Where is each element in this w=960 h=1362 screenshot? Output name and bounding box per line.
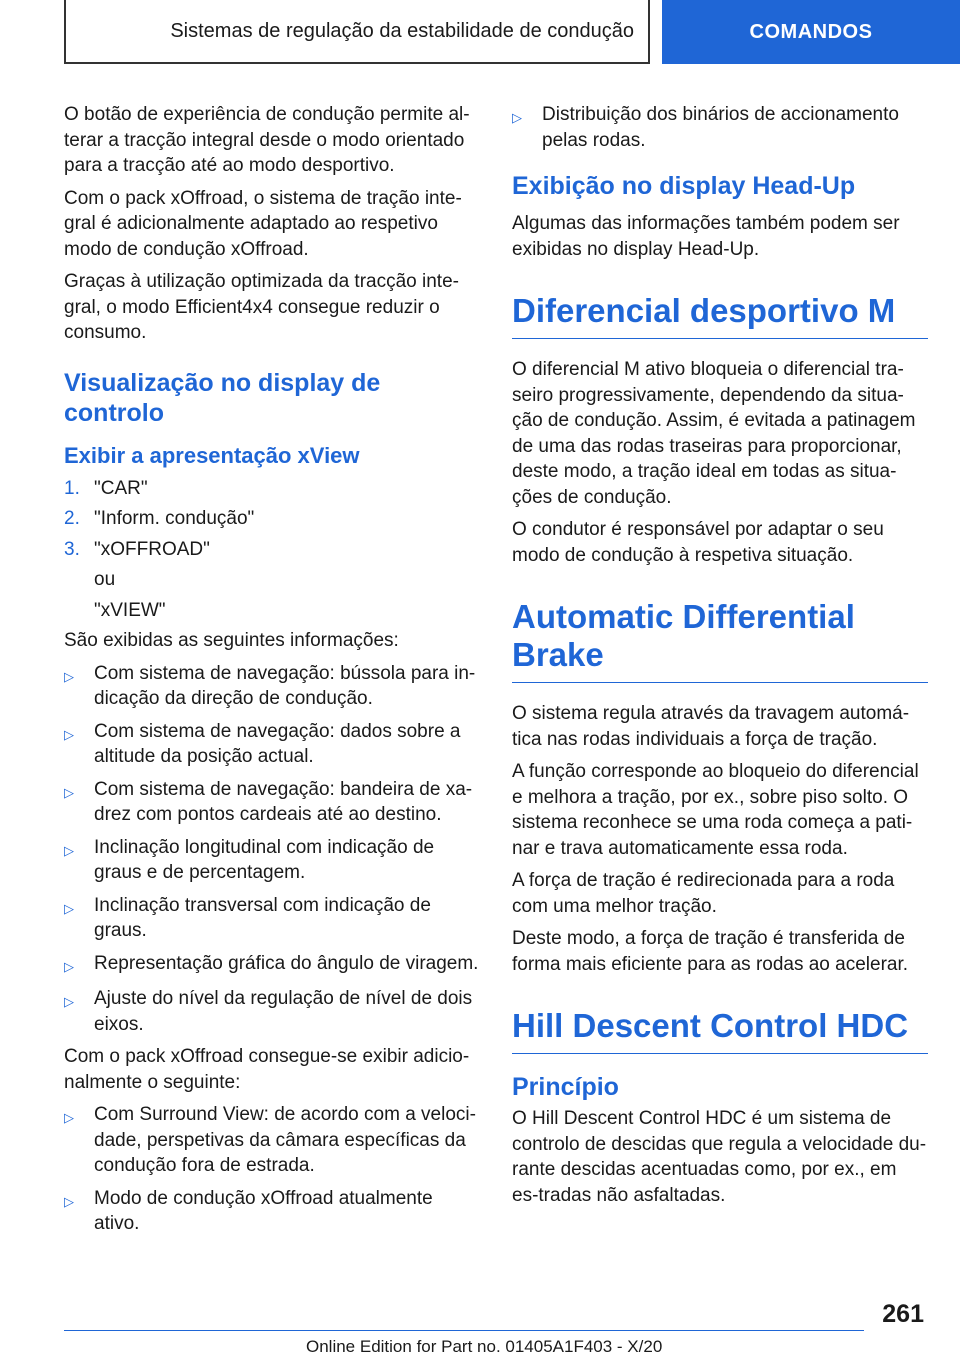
step-number: 3. [64,538,80,560]
list-item-text: Com sistema de navegação: dados sobre a altitude da posição actual. [94,720,461,767]
info-intro: São exibidas as seguintes informações: [64,630,399,651]
step-text: "CAR" [94,477,148,499]
paragraph-adb-4: Deste modo, a força de tração é transferida de forma mais eficiente para as rodas ao acelerar. [512,928,909,975]
paragraph-efficient4x4: Graças à utilização optimizada da tracção inte-gral, o modo Efficient4x4 consegue reduzir o consumo. [64,271,459,343]
list-item [64,986,480,1037]
list-item [64,1186,480,1237]
step-text: "xOFFROAD" [94,538,210,560]
list-item [64,951,480,980]
section-title: Sistemas de regulação da estabilidade de condução [170,19,634,42]
triangle-bullet-icon: ▷ [64,994,74,1009]
list-item [512,102,928,153]
chapter-tab [662,0,960,64]
step-number: 1. [64,477,80,499]
list-item [64,537,480,563]
triangle-bullet-icon: ▷ [64,726,74,742]
list-item [64,506,480,532]
triangle-bullet-icon: ▷ [64,784,74,800]
running-header [64,0,650,64]
list-item [64,777,480,828]
triangle-bullet-icon: ▷ [64,958,74,974]
footer-divider [64,1330,864,1331]
chapter-label: COMANDOS [749,20,873,43]
paragraph-adb-3: A força de tração é redirecionada para a roda com uma melhor tração. [512,870,895,917]
torque-list [512,102,928,153]
list-item [64,476,480,502]
step-number: 2. [64,508,80,529]
heading-automatic-differential-brake: Automatic Differential Brake [512,598,928,683]
steps-list [64,476,480,563]
triangle-bullet-icon: ▷ [64,668,74,684]
list-item-text: Inclinação longitudinal com indicação de graus e de percentagem. [94,836,435,883]
heading-principle: Princípio [512,1073,619,1101]
heading-head-up-display: Exibição no display Head-Up [512,172,856,200]
paragraph-hdc: O Hill Descent Control HDC é um sistema de controlo de descidas que regula a velocidade du-rante descidas acentuadas como, por ex., em es-tradas não asfaltadas. [512,1108,927,1206]
pack-list [64,1102,480,1237]
paragraph-adb-2: A função corresponde ao bloqueio do diferencial e melhora a tração, por ex., sobre piso solto. O sistema reconhece se uma roda começa a pati-nar e trava automaticamente essa roda. [512,761,919,859]
triangle-bullet-icon: ▷ [512,110,522,125]
triangle-bullet-icon: ▷ [64,842,74,858]
paragraph-head-up: Algumas das informações também podem ser exibidas no display Head-Up. [512,213,900,260]
edition-footer: Online Edition for Part no. 01405A1F403 - X/20 [306,1337,663,1356]
list-item-text: Com Surround View: de acordo com a veloci-dade, perspetivas da câmara específicas da condução fora de estrada. [94,1104,476,1176]
step-or: ou [94,569,116,590]
list-item-text: Distribuição dos binários de accionamento pelas rodas. [542,104,899,151]
heading-hill-descent-control: Hill Descent Control HDC [512,1007,928,1054]
page-number: 261 [882,1300,924,1328]
list-item [64,1102,480,1179]
right-column [512,102,928,1215]
list-item [64,661,480,712]
info-list [64,661,480,1038]
list-item-text: Modo de condução xOffroad atualmente ativo. [94,1187,433,1234]
step-alternative: "xVIEW" [94,599,166,621]
paragraph-diff-2: O condutor é responsável por adaptar o seu modo de condução à respetiva situação. [512,519,884,566]
triangle-bullet-icon: ▷ [64,900,74,916]
triangle-bullet-icon: ▷ [64,1110,74,1125]
list-item-text: Ajuste do nível da regulação de nível de dois eixos. [94,988,473,1035]
step-text: "Inform. condução" [94,508,255,529]
list-item [64,719,480,770]
list-item [64,893,480,944]
pack-intro: Com o pack xOffroad consegue-se exibir adicio-nalmente o seguinte: [64,1046,470,1093]
list-item-text: Com sistema de navegação: bússola para in-dicação da direção de condução. [94,662,476,709]
left-column [64,102,480,1244]
heading-xview: Exibir a apresentação xView [64,442,360,468]
triangle-bullet-icon: ▷ [64,1193,74,1209]
paragraph-adb-1: O sistema regula através da travagem automá-tica nas rodas individuais a força de tração. [512,703,910,750]
paragraph-driving-experience: O botão de experiência de condução permite al-terar a tracção integral desde o modo orientado para a tracção até ao modo desportivo. [64,104,470,176]
list-item-text: Inclinação transversal com indicação de graus. [94,894,431,941]
heading-control-display: Visualização no display de controlo [64,368,381,427]
paragraph-xoffroad-pack: Com o pack xOffroad, o sistema de tração inte-gral é adicionalmente adaptado ao respetivo modo de condução xOffroad. [64,187,462,260]
list-item [64,835,480,886]
paragraph-diff-1: O diferencial M ativo bloqueia o diferencial tra-seiro progressivamente, dependendo da situa-ção de condução. Assim, é evitada a patinagem de uma das rodas traseiras para proporcionar, deste modo, a tração ideal em todas as situa-ções de condução. [512,359,916,508]
heading-m-sport-differential: Diferencial desportivo M [512,292,928,339]
list-item-text: Representação gráfica do ângulo de viragem. [94,952,479,974]
list-item-text: Com sistema de navegação: bandeira de xa-drez com pontos cardeais até ao destino. [94,778,473,825]
